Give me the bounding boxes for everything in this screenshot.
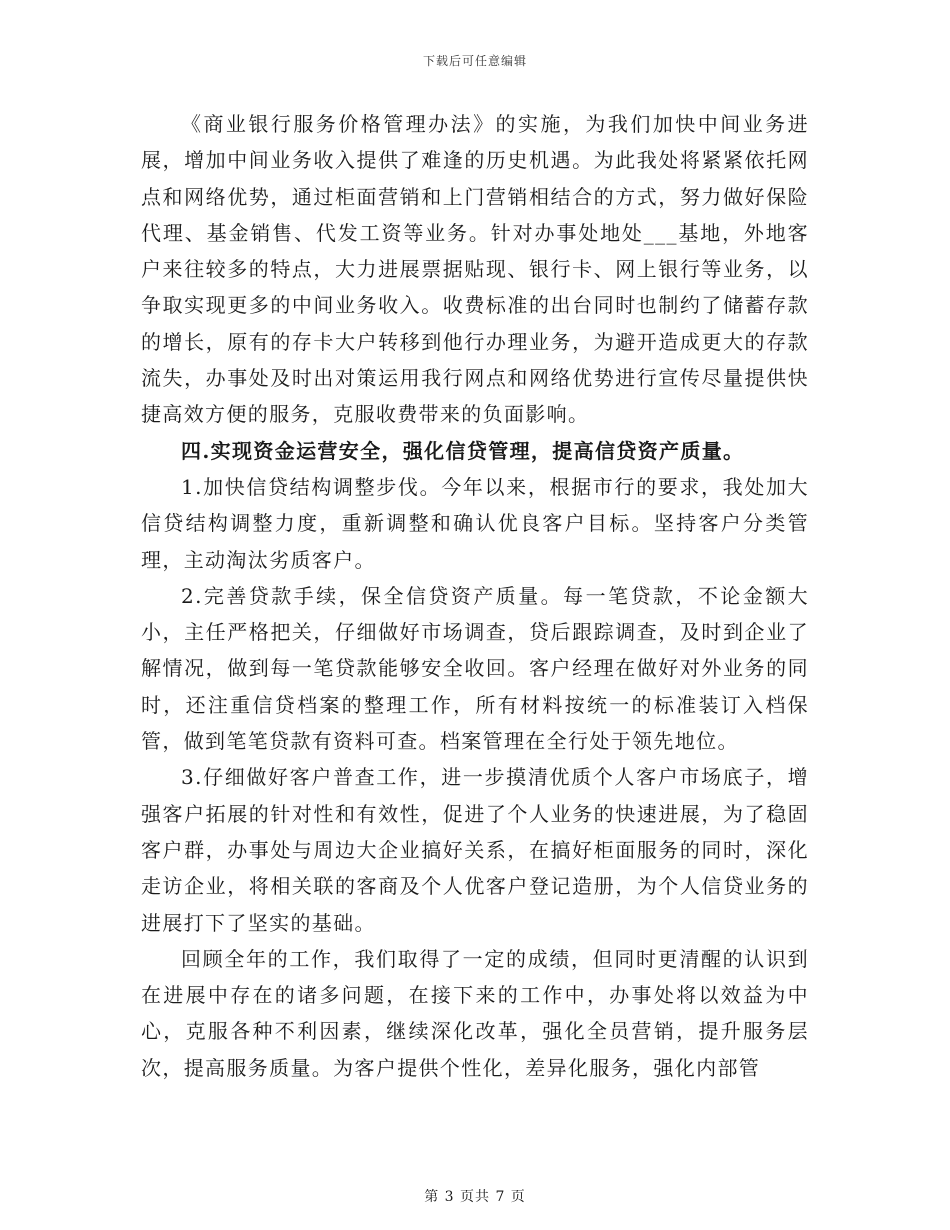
section-heading-four: 四.实现资金运营安全，强化信贷管理，提高信贷资产质量。: [181, 438, 745, 463]
paragraph-item-3: 3.仔细做好客户普查工作，进一步摸清优质个人客户市场底子，增强客户拓展的针对性和有效性，促进了个人业务的快速进展，为了稳固客户群，办事处与周边大企业搞好关系，在搞好柜面服务的同时，深化走访企业，将相关联的客商及个人优客户登记造册，为个人信贷业务的进展打下了坚实的基础。: [141, 765, 809, 935]
paragraph-item-2: 2.完善贷款手续，保全信贷资产质量。每一笔贷款，不论金额大小，主任严格把关，仔细做好市场调查，贷后跟踪调查，及时到企业了解情况，做到每一笔贷款能够安全收回。客户经理在做好对外业务的同时，还注重信贷档案的整理工作，所有材料按统一的标准装订入档保管，做到笔笔贷款有资料可查。档案管理在全行处于领先地位。: [141, 583, 809, 754]
paragraph-review: 回顾全年的工作，我们取得了一定的成绩，但同时更清醒的认识到在进展中存在的诸多问题，在接下来的工作中，办事处将以效益为中心，克服各种不利因素，继续深化改革，强化全员营销，提升服务层次，提高服务质量。为客户提供个性化，差异化服务，强化内部管: [141, 946, 809, 1080]
page-header: 下载后可任意编辑: [422, 54, 527, 68]
paragraph-item-1: 1.加快信贷结构调整步伐。今年以来，根据市行的要求，我处加大信贷结构调整力度，重新调整和确认优良客户目标。坚持客户分类管理，主动淘汰劣质客户。: [141, 474, 809, 572]
document-body: [141, 106, 809, 1086]
page-number-footer: 第 3 页共 7 页: [424, 1189, 526, 1205]
paragraph-fee-policy: 《商业银行服务价格管理办法》的实施，为我们加快中间业务进展，增加中间业务收入提供了难逢的历史机遇。为此我处将紧紧依托网点和网络优势，通过柜面营销和上门营销相结合的方式，努力做好保险代理、基金销售、代发工资等业务。针对办事处地处___基地，外地客户来往较多的特点，大力进展票据贴现、银行卡、网上银行等业务，以争取实现更多的中间业务收入。收费标准的出台同时也制约了储蓄存款的增长，原有的存卡大户转移到他行办理业务，为避开造成更大的存款流失，办事处及时出对策运用我行网点和网络优势进行宣传尽量提供快捷高效方便的服务，克服收费带来的负面影响。: [141, 112, 809, 427]
